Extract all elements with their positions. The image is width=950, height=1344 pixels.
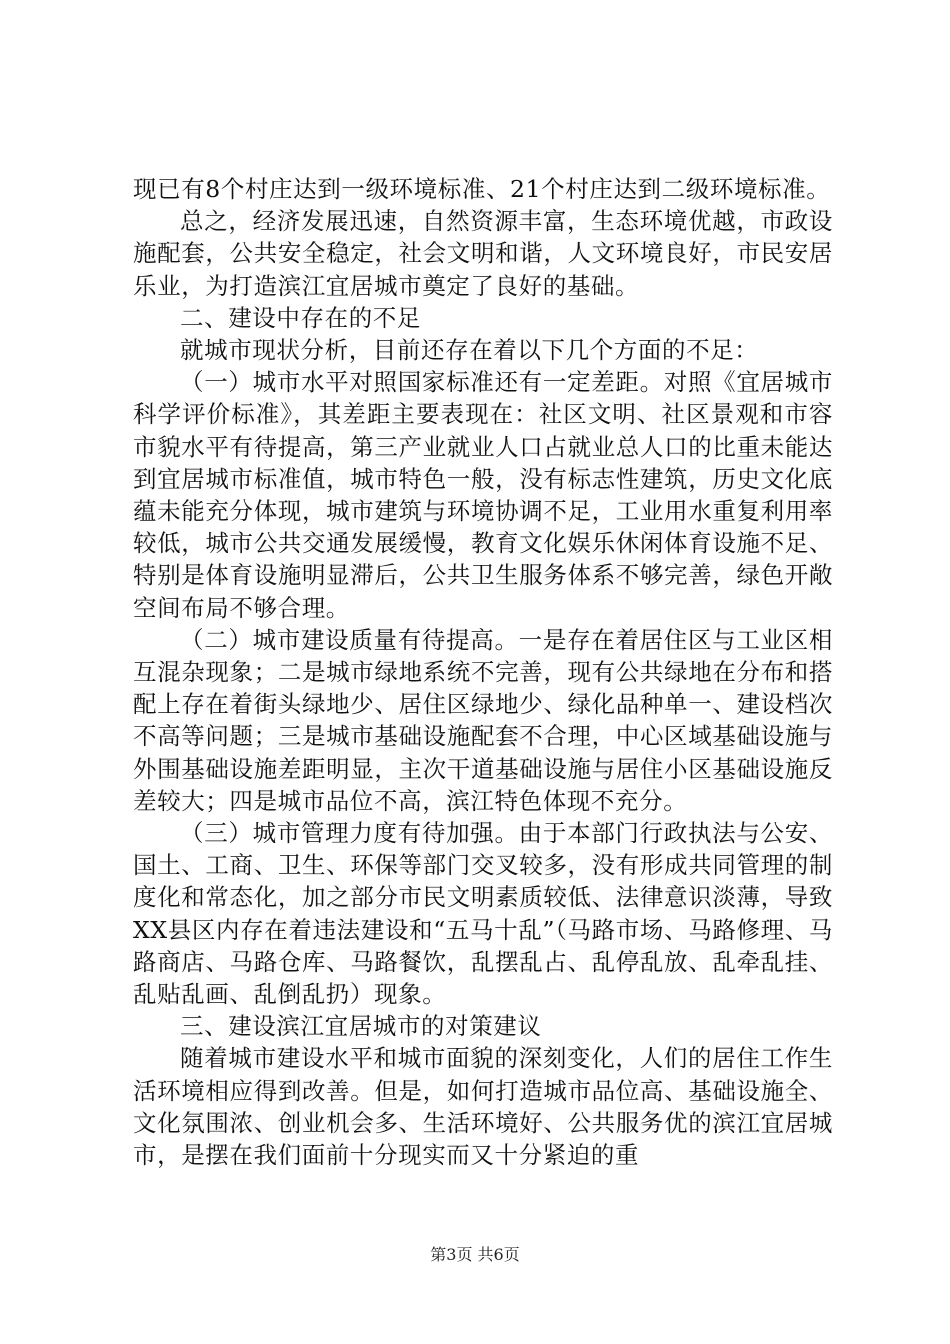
paragraph-item-three: （三）城市管理力度有待加强。由于本部门行政执法与公安、国土、工商、卫生、环保等部门交叉较多，没有形成共同管理的制度化和常态化，加之部分市民文明素质较低、法律意识淡薄，导致XX县区内存在着违法建设和“五马十乱”（马路市场、马路修理、马路商店、马路仓库、马路餐饮，乱摆乱占、乱停乱放、乱牵乱挂、乱贴乱画、乱倒乱扔）现象。 <box>133 819 833 1009</box>
section-heading-suggestions: 三、建设滨江宜居城市的对策建议 <box>180 1012 542 1041</box>
paragraph-suggestions-intro: 随着城市建设水平和城市面貌的深刻变化，人们的居住工作生活环境相应得到改善。但是，如何打造城市品位高、基础设施全、文化氛围浓、创业机会多、生活环境好、公共服务优的滨江宜居城市，是摆在我们面前十分现实而又十分紧迫的重 <box>133 1044 833 1170</box>
paragraph-continuation: 现已有8个村庄达到一级环境标准、21个村庄达到二级环境标准。 <box>133 175 831 203</box>
page-number-footer: 第3页 共6页 <box>430 1245 520 1264</box>
paragraph-intro-shortcomings: 就城市现状分析，目前还存在着以下几个方面的不足： <box>180 336 759 365</box>
paragraph-summary: 总之，经济发展迅速，自然资源丰富，生态环境优越，市政设施配套，公共安全稳定，社会文明和谐，人文环境良好，市民安居乐业，为打造滨江宜居城市奠定了良好的基础。 <box>133 207 833 300</box>
paragraph-item-one: （一）城市水平对照国家标准还有一定差距。对照《宜居城市科学评价标准》，其差距主要表现在：社区文明、社区景观和市容市貌水平有待提高，第三产业就业人口占就业总人口的比重未能达到宜居城市标准值，城市特色一般，没有标志性建筑，历史文化底蕴未能充分体现，城市建筑与环境协调不足，工业用水重复利用率较低，城市公共交通发展缓慢，教育文化娱乐休闲体育设施不足、特别是体育设施明显滞后，公共卫生服务体系不够完善，绿色开敞空间布局不够合理。 <box>133 368 833 622</box>
section-heading-shortcomings: 二、建设中存在的不足 <box>180 303 421 332</box>
document-body <box>133 173 833 1171</box>
paragraph-item-two: （二）城市建设质量有待提高。一是存在着居住区与工业区相互混杂现象；二是城市绿地系统不完善，现有公共绿地在分布和搭配上存在着街头绿地少、居住区绿地少、绿化品种单一、建设档次不高等问题；三是城市基础设施配套不合理，中心区域基础设施与外围基础设施差距明显，主次干道基础设施与居住小区基础设施反差较大；四是城市品位不高，滨江特色体现不充分。 <box>133 625 833 815</box>
